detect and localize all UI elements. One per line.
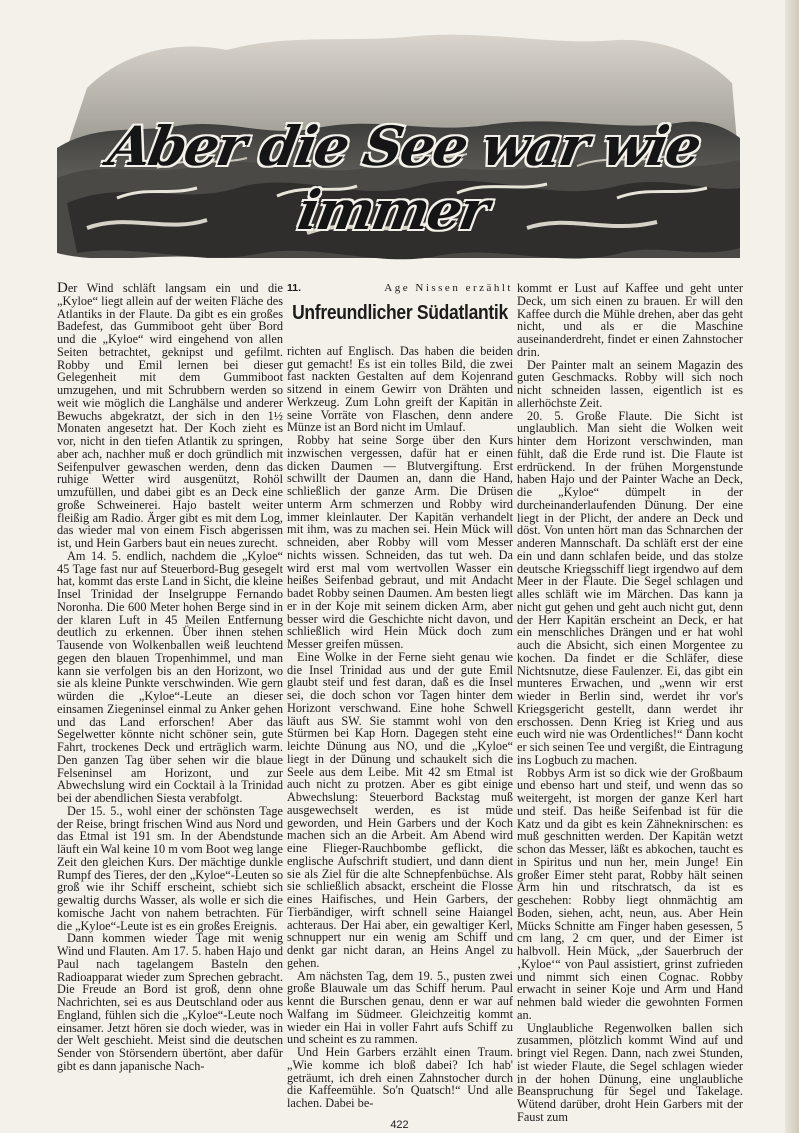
header-illustration	[57, 28, 740, 273]
paragraph: kommt er Lust auf Kaffee und geht unter Deck, um sich einen zu brauen. Er will den Kaffee durch die Mühle drehen, aber das geht nicht, und als er die Maschine auseinanderdreht, findet er einen Zahnstocher drin.	[517, 281, 743, 359]
paragraph: Robbys Arm ist so dick wie der Großbaum und ebenso hart und steif, und wenn das so weitergeht, ist morgen der ganze Kerl hart und steif. Das heiße Seifenbad ist für die Katz und da gibt es kein Zähneknirschen: es muß geschnitten werden. Der Kapitän wetzt schon das Messer, läßt es abkochen, taucht es in Spiritus und nun her, mein Junge! Ein großer Eimer steht parat, Robby hält seinen Arm hin und ritschratsch, da ist es geschehen: Robby liegt ohnmächtig am Boden, siehen, acht, neun, aus. Aber Hein Mücks Schnitte am Finger haben gesessen, 5 cm lang, 2 cm quer, und der Eimer ist halbvoll. Hein Mück, „der Sauerbruch der ‚Kyloe‘“ von Paul assistiert, grinst zufrieden und nimmt sich einen Cognac. Robby erwacht in seiner Koje und Arm und Hand nehmen bald wieder die gewohnten Formen an.	[517, 765, 743, 1022]
byline: Age Nissen erzählt	[384, 282, 513, 294]
paragraph	[57, 282, 283, 550]
column-3	[517, 282, 743, 1124]
paragraph: Eine Wolke in der Ferne sieht genau wie die Insel Trinidad aus und der gute Emil glaubt steif und fest daran, daß es die Insel sei, die doch schon vor Tagen hinter dem Horizont verschwand. Eine hohe Schwell läuft aus SW. Sie stammt wohl von den Stürmen bei Kap Horn. Dagegen steht eine leichte Dünung aus NO, und die „Kyloe“ liegt in der Dünung und schaukelt sich die Seele aus dem Leibe. Mit 42 sm Etmal ist auch nicht zu protzen. Aber es gibt einige Abwechslung: Steuerbord Backstag muß ausgewechselt werden, es ist müde geworden, und Hein Garbers und der Koch machen sich an die Arbeit. Am Abend wird eine Flieger-Rauchbombe geflickt, die englische Aufschrift studiert, und dann dient sie als Ziel für die alte Schnepfenbüchse. Als sie schließlich absackt, erscheint die Flosse eines Haifisches, und Hein Garbers, der Tierbändiger, wirft schnell seine Haiangel achteraus. Der Hai aber, ein gewaltiger Kerl, schnuppert nur ein wenig am Schiff und denkt gar nicht daran, an Heins Angel zu gehen.	[287, 649, 513, 970]
drop-cap: D	[57, 280, 68, 296]
column-2-body	[287, 345, 513, 1110]
paragraph: Robby hat seine Sorge über den Kurs inzwischen vergessen, dafür hat er einen dicken Daumen — Blutvergiftung. Erst schwillt der Daumen an, dann die Hand, schließlich der ganze Arm. Die Drüsen unterm Arm schmerzen und Robby wird immer kleinlauter. Der Kapitän verhandelt mit ihm, was zu machen sei. Hein Mück will schneiden, aber Robby will vom Messer nichts wissen. Schneiden, das tut weh. Da wird erst mal vom wertvollen Wasser ein heißes Seifenbad gebraut, und mit Andacht badet Robby seinen Daumen. Am besten liegt er in der Koje mit seinem dicken Arm, aber besser wird die Geschichte nicht davon, und schließlich wird Hein Mück doch zum Messer greifen müssen.	[287, 433, 513, 651]
paragraph: Der Painter malt an seinem Magazin des guten Geschmacks. Robby will sich noch nicht schneiden lassen, eigentlich ist es allerhöchste Zeit.	[517, 357, 743, 410]
paragraph: Dann kommen wieder Tage mit wenig Wind und Flauten. Am 17. 5. haben Hajo und Paul nach tagelangem Basteln den Radioapparat wieder zum Sprechen gebracht. Die Freude an Bord ist groß, denn ohne Nachrichten, sei es aus Deutschland oder aus England, fühlen sich die „Kyloe“-Leute noch einsamer. Jetzt hören sie doch wieder, was in der Welt geschieht. Meist sind die deutschen Sender von Störsendern übertönt, aber dafür gibt es dann japanische Nach-	[57, 931, 283, 1073]
article-kicker	[287, 282, 513, 298]
paragraph: Unglaubliche Regenwolken ballen sich zusammen, plötzlich kommt Wind auf und bringt viel Regen. Dann, nach zwei Stunden, ist wieder Flaute, die Segel schlagen wieder in der hohen Dünung, eine unglaubliche Beanspruchung für Segel und Takelage. Wütend darüber, droht Hein Garbers mit der Faust zum	[517, 1020, 743, 1124]
paragraph: Am nächsten Tag, dem 19. 5., pusten zwei große Blauwale um das Schiff herum. Paul kennt die Burschen genau, denn er war auf Walfang im Südmeer. Gleichzeitig kommt wieder ein Hai in voller Fahrt aufs Schiff zu und scheint es zu rammen.	[287, 968, 513, 1047]
page-number: 422	[390, 1119, 409, 1131]
column-1	[57, 282, 283, 1073]
page-title: Aber die See war wie immer	[103, 114, 705, 242]
paragraph: richten auf Englisch. Das haben die beiden gut gemacht! Es ist ein tolles Bild, die zwei fast nackten Gestalten auf dem Kojenrand sitzend in einem Gewirr von Drähten und Werkzeug. Zum Lohn greift der Kapitän in seine Vorräte von Flaschen, denn andere Münze ist an Bord nicht im Umlauf.	[287, 343, 513, 435]
article-number: 11.	[287, 282, 302, 294]
paragraph: 20. 5. Große Flaute. Die Sicht ist unglaublich. Man sieht die Wolken weit hinter dem Horizont verschwinden, man fühlt, daß die Erde rund ist. Die Flaute ist erdrückend. In der frühen Morgenstunde haben Hajo und der Painter Wache an Deck, die „Kyloe“ dümpelt in der durcheinanderlaufenden Dünung. Der eine liegt in der Plicht, der andere an Deck und döst. Von unten hört man das Schnarchen der anderen Mannschaft. Da schläft erst der eine ein und dann schlafen beide, und das stolze deutsche Kriegsschiff liegt irgendwo auf dem Meer in der Flaute. Die Segel schlagen und alles schläft wie im Märchen. Das kann ja nicht gut gehen und geht auch nicht gut, denn der Herr Kapitän erscheint an Deck, er hat ein menschliches Drängen und er hat wohl auch die Absicht, sich einen Morgentee zu kochen. Da findet er die Schläfer, diese Nichtsnutze, diese Faulenzer. Ei, das gibt ein munteres Erwachen, und „wenn wir erst wieder in Berlin sind, werdet ihr vor's Kriegsgericht gestellt, dann werdet ihr erschossen. Denn Krieg ist Krieg und aus euch wird nie was Ordentliches!“ Dann kocht er sich seinen Tee und vergißt, die Eintragung ins Logbuch zu machen.	[517, 408, 743, 767]
column-2	[287, 282, 513, 1110]
paragraph: Der 15. 5., wohl einer der schönsten Tage der Reise, bringt frischen Wind aus Nord und das Etmal ist 191 sm. In der Abendstunde läuft ein Wal keine 10 m vom Boot weg lange Zeit den gleichen Kurs. Der mächtige dunkle Rumpf des Tieres, der den „Kyloe“-Leuten so groß wie ihr Schiff erscheint, schiebt sich gewaltig durchs Wasser, als wolle er sich die komische Jacht von nahem betrachten. Für die „Kyloe“-Leute ist es ein großes Ereignis.	[57, 803, 283, 933]
paragraph: Und Hein Garbers erzählt einen Traum. „Wie komme ich bloß dabei? Ich hab' geträumt, ich dreh einen Zahnstocher durch die Kaffeemühle. So'n Quatsch!“ Und alle lachen. Dabei be-	[287, 1045, 513, 1110]
paragraph-text: er Wind schläft langsam ein und die „Kyloe“ liegt allein auf der weiten Fläche des Atlantiks in der Flaute. Da gibt es ein großes Badefest, das Gummiboot geht über Bord und die „Kyloe“ wird eingehend von allen Seiten betrachtet, geknipst und gefilmt. Robby und Emil lernen bei dieser Gelegenheit mit dem Gummiboot umzugehen, und mit Schrubbern werden so weit wie möglich die Langhälse und anderer Bewuchs abgekratzt, der sich in den 1½ Monaten angesetzt hat. Der Koch zieht es vor, nicht in den tiefen Atlantik zu springen, aber ach, nachher muß er doch gründlich mit Seifenpulver gewaschen werden, denn das ruhige Wetter wird ausgenützt, Rohöl umzufüllen, und dabei gibt es an Deck eine große Schweinerei. Hajo bastelt weiter fleißig am Radio. Ärger gibt es mit dem Log, das wieder mal von einem Fisch abgerissen ist, und Hein Garbers baut ein neues zurecht.	[57, 281, 283, 550]
page-edge	[785, 0, 799, 1133]
paragraph: Am 14. 5. endlich, nachdem die „Kyloe“ 45 Tage fast nur auf Steuerbord-Bug gesegelt hat, kommt das erste Land in Sicht, die kleine Insel Trinidad der Inselgruppe Fernando Noronha. Die 600 Meter hohen Berge sind in der klaren Luft in 45 Meilen Entfernung deutlich zu erkennen. Über ihnen stehen Tausende von Wolkenballen weiß leuchtend gegen den blauen Tropenhimmel, und man kann sie verfolgen bis an den Horizont, wo sie als kleine Punkte verschwinden. Wie gern würden die „Kyloe“-Leute an dieser einsamen Ziegeninsel einmal zu Anker gehen und das Land erforschen! Aber das Segelwetter könnte nicht schöner sein, gute Fahrt, trockenes Deck und erträglich warm. Den ganzen Tag über sehen wir die blaue Felseninsel am Horizont, und zur Abwechslung wird ein Cocktail à la Trinidad bei der abendlichen Siesta verabfolgt.	[57, 548, 283, 805]
headline: Unfreundlicher Südatlantik	[292, 300, 508, 324]
